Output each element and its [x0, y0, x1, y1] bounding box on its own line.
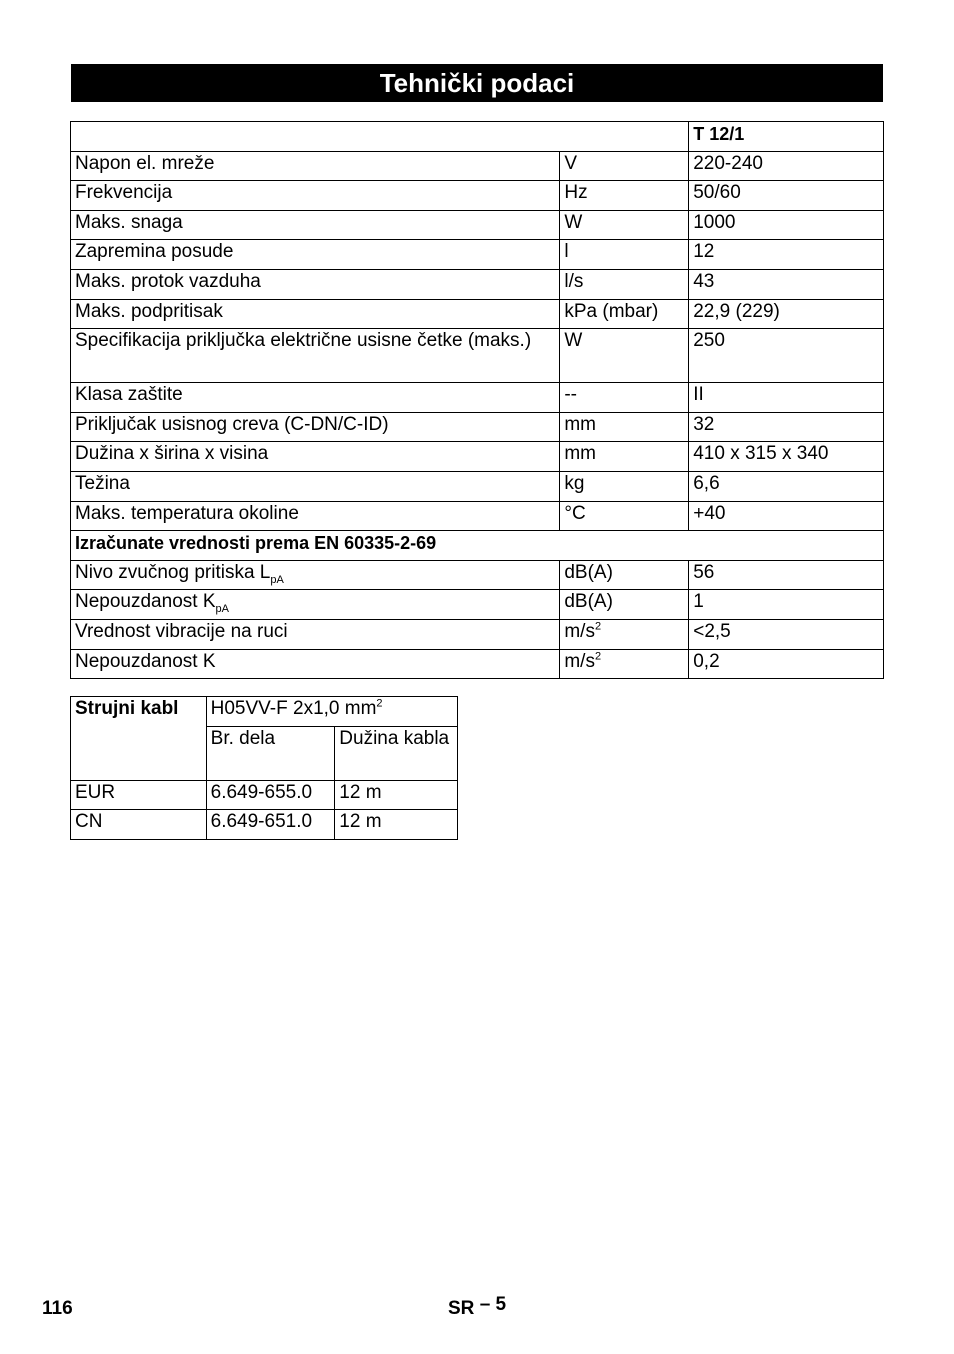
row-value: 220-240	[689, 151, 884, 181]
row-unit: mm	[560, 442, 689, 472]
cable-region: EUR	[71, 780, 207, 810]
row-value: <2,5	[689, 619, 884, 649]
table-row	[71, 299, 884, 329]
row-label	[71, 590, 560, 620]
table-row	[71, 471, 884, 501]
row-value: 32	[689, 412, 884, 442]
row-label: Klasa zaštite	[71, 383, 560, 413]
technical-data-table	[70, 121, 884, 679]
cable-part: 6.649-651.0	[206, 810, 335, 840]
model-header: T 12/1	[689, 122, 884, 152]
row-unit: l	[560, 240, 689, 270]
col-cable-length: Dužina kabla	[335, 726, 458, 780]
page-number: 116	[42, 1298, 73, 1319]
table-row	[71, 590, 884, 620]
table-row	[71, 181, 884, 211]
table-row	[71, 269, 884, 299]
row-value: 6,6	[689, 471, 884, 501]
table-row	[71, 560, 884, 590]
unit-text: m/s	[564, 650, 595, 672]
col-part-number: Br. dela	[206, 726, 335, 780]
row-label: Nepouzdanost K	[71, 649, 560, 679]
row-value: 56	[689, 560, 884, 590]
row-label: Maks. podpritisak	[71, 299, 560, 329]
unit-superscript: 2	[594, 650, 602, 663]
language-code: SR	[448, 1298, 475, 1319]
row-value: II	[689, 383, 884, 413]
cable-region: CN	[71, 810, 207, 840]
row-label: Maks. temperatura okoline	[71, 501, 560, 531]
row-label: Frekvencija	[71, 181, 560, 211]
row-unit	[560, 619, 689, 649]
page-title: Tehnički podaci	[71, 64, 883, 102]
row-value: 250	[689, 329, 884, 383]
cable-type-text: H05VV-F 2x1,0 mm	[210, 698, 377, 719]
row-unit: kg	[560, 471, 689, 501]
table-row	[71, 383, 884, 413]
label-subscript: pA	[215, 603, 229, 616]
section-header: Izračunate vrednosti prema EN 60335-2-69	[71, 531, 884, 561]
row-unit: V	[560, 151, 689, 181]
table-row	[71, 210, 884, 240]
row-value: 50/60	[689, 181, 884, 211]
table-row	[71, 151, 884, 181]
cable-part: 6.649-655.0	[206, 780, 335, 810]
table-row	[71, 240, 884, 270]
row-value: 1000	[689, 210, 884, 240]
row-value: 0,2	[689, 649, 884, 679]
label-text: Nivo zvučnog pritiska L	[75, 561, 271, 583]
row-label: Dužina x širina x visina	[71, 442, 560, 472]
table-header-row	[71, 122, 884, 152]
table-row	[71, 649, 884, 679]
row-unit	[560, 649, 689, 679]
table-row	[71, 412, 884, 442]
power-cable-table	[70, 696, 458, 840]
row-label	[71, 560, 560, 590]
row-unit: mm	[560, 412, 689, 442]
row-unit: °C	[560, 501, 689, 531]
section-page-number: 5	[495, 1294, 507, 1315]
row-unit: --	[560, 383, 689, 413]
row-value: 12	[689, 240, 884, 270]
cable-length: 12 m	[335, 810, 458, 840]
section-page-label	[448, 1294, 507, 1320]
cable-type-row	[71, 697, 458, 727]
row-label: Maks. snaga	[71, 210, 560, 240]
row-label: Vrednost vibracije na ruci	[71, 619, 560, 649]
row-unit: dB(A)	[560, 560, 689, 590]
cable-type-superscript: 2	[376, 697, 383, 710]
row-unit: W	[560, 210, 689, 240]
row-label: Maks. protok vazduha	[71, 269, 560, 299]
label-subscript: pA	[270, 573, 284, 586]
row-label: Specifikacija priključka električne usisne četke (maks.)	[71, 329, 560, 383]
unit-text: m/s	[564, 620, 595, 642]
label-text: Nepouzdanost K	[75, 591, 216, 613]
row-unit: dB(A)	[560, 590, 689, 620]
row-value: 410 x 315 x 340	[689, 442, 884, 472]
unit-superscript: 2	[594, 620, 602, 633]
row-value: 22,9 (229)	[689, 299, 884, 329]
row-label: Zapremina posude	[71, 240, 560, 270]
row-unit: kPa (mbar)	[560, 299, 689, 329]
row-value: 43	[689, 269, 884, 299]
section-header-row	[71, 531, 884, 561]
table-row	[71, 329, 884, 383]
row-unit: Hz	[560, 181, 689, 211]
footer-dash: –	[479, 1294, 491, 1315]
table-row	[71, 780, 458, 810]
table-row	[71, 442, 884, 472]
cable-type	[206, 697, 457, 727]
table-row	[71, 810, 458, 840]
cable-label: Strujni kabl	[71, 697, 207, 781]
header-empty-cell	[71, 122, 689, 152]
row-label: Težina	[71, 471, 560, 501]
row-value: 1	[689, 590, 884, 620]
table-row	[71, 501, 884, 531]
cable-length: 12 m	[335, 780, 458, 810]
row-unit: l/s	[560, 269, 689, 299]
row-value: +40	[689, 501, 884, 531]
row-label: Napon el. mreže	[71, 151, 560, 181]
table-row	[71, 619, 884, 649]
row-unit: W	[560, 329, 689, 383]
row-label: Priključak usisnog creva (C-DN/C-ID)	[71, 412, 560, 442]
